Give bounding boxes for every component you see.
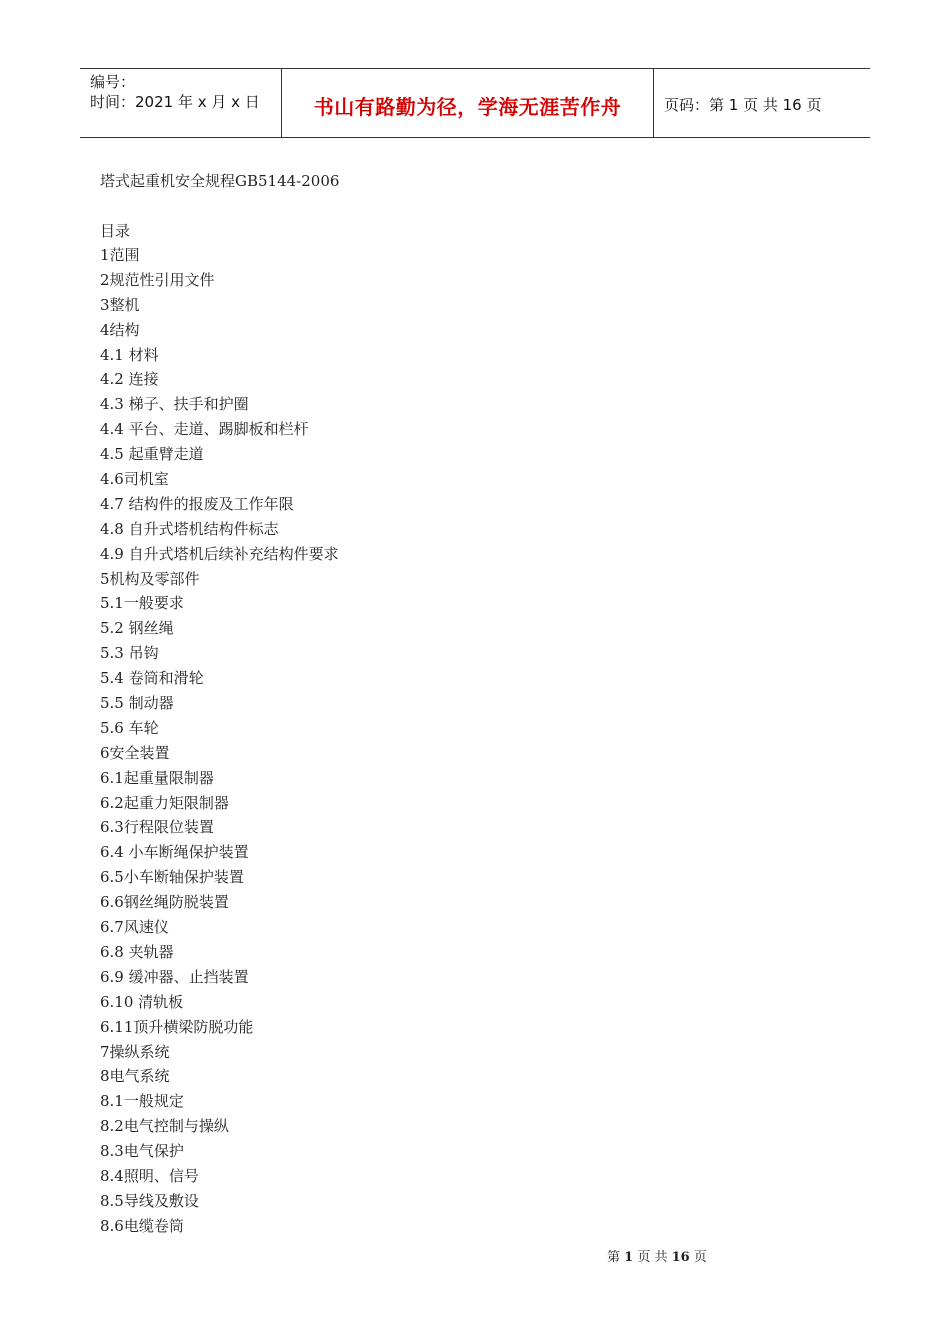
toc-entry: 6.1起重量限制器 [100,768,214,787]
toc-entry: 8.6电缆卷筒 [100,1216,184,1235]
toc-entry: 4.7 结构件的报废及工作年限 [100,494,294,513]
footer-middle: 页 共 [633,1250,672,1265]
toc-entry: 8.1一般规定 [100,1092,184,1111]
toc-entry: 4.4 平台、走道、踢脚板和栏杆 [100,420,309,439]
toc-entry: 6.8 夹轨器 [100,942,174,961]
toc-entry: 6.11顶升横梁防脱功能 [100,1017,254,1036]
header-motto-cell [281,69,654,137]
header-motto: 书山有路勤为径，学海无涯苦作舟 [313,94,622,119]
document-date: 时间：2021 年 x 月 x 日 [90,93,260,111]
toc-entry: 5.1一般要求 [100,594,184,613]
toc-entry: 3整机 [100,295,140,314]
footer-total-pages: 16 [671,1250,690,1265]
header-page-info: 页码：第 1 页 共 16 页 [664,95,822,114]
toc-entry: 4.1 材料 [100,345,159,364]
toc-entry: 8.3电气保护 [100,1142,184,1161]
toc-entry: 6.7风速仪 [100,918,169,937]
toc-heading: 目录 [100,222,131,240]
toc-entry: 4.6司机室 [100,470,169,489]
toc-entry: 5.2 钢丝绳 [100,619,174,638]
toc-entry: 8.4照明、信号 [100,1166,199,1185]
toc-entry: 5.4 卷筒和滑轮 [100,669,204,688]
toc-entry: 6.2起重力矩限制器 [100,793,229,812]
toc-entry: 6.10 清轨板 [100,992,184,1011]
toc-entry: 4结构 [100,320,140,339]
toc-entry: 8.2电气控制与操纵 [100,1117,229,1136]
footer-suffix: 页 [689,1250,707,1265]
toc-entry: 4.5 起重臂走道 [100,445,204,464]
toc-entry: 6.3行程限位装置 [100,818,214,837]
toc-entry: 8电气系统 [100,1067,170,1086]
toc-entry: 6安全装置 [100,743,170,762]
page-footer [607,1246,707,1265]
table-of-contents [100,244,339,1240]
toc-entry: 5.3 吊钩 [100,644,159,663]
toc-entry: 4.3 梯子、扶手和护圈 [100,395,249,414]
toc-entry: 6.4 小车断绳保护装置 [100,843,249,862]
toc-entry: 4.8 自升式塔机结构件标志 [100,519,279,538]
toc-entry: 6.9 缓冲器、止挡装置 [100,967,249,986]
document-title: 塔式起重机安全规程GB5144-2006 [100,172,340,190]
toc-entry: 5.5 制动器 [100,694,174,713]
header-meta [80,69,281,137]
toc-entry: 2规范性引用文件 [100,270,215,289]
page-header [80,68,870,138]
toc-entry: 5机构及零部件 [100,569,200,588]
toc-entry: 1范围 [100,246,140,264]
footer-current-page: 1 [624,1250,634,1265]
footer-prefix: 第 [607,1250,625,1265]
toc-entry: 7操纵系统 [100,1042,170,1061]
header-page-info-cell [654,69,870,137]
toc-entry: 6.5小车断轴保护装置 [100,868,244,887]
toc-entry: 8.5导线及敷设 [100,1191,199,1210]
toc-entry: 4.2 连接 [100,370,159,389]
toc-entry: 5.6 车轮 [100,718,159,737]
toc-entry: 4.9 自升式塔机后续补充结构件要求 [100,544,339,563]
toc-entry: 6.6钢丝绳防脱装置 [100,893,229,912]
document-number-label: 编号： [90,73,136,91]
